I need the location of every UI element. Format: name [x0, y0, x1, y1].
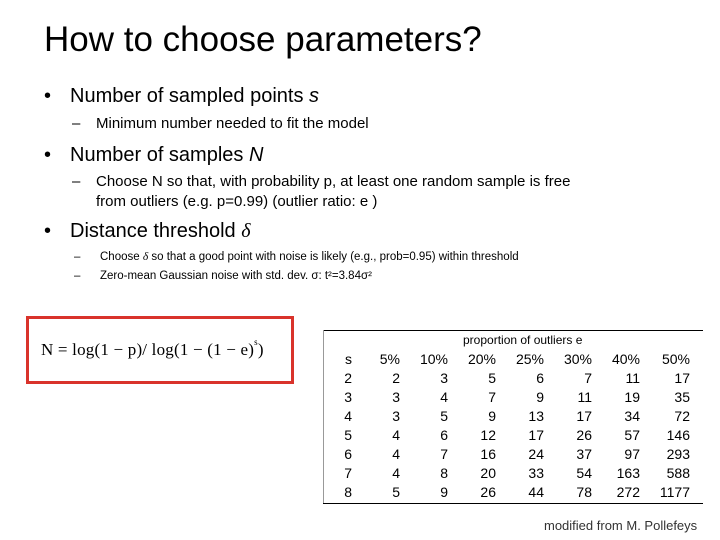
table-cell: 16 — [480, 446, 496, 462]
table-row — [327, 483, 690, 502]
sub-bullet-choose-n-line2 — [96, 192, 377, 212]
table-cell: 293 — [666, 446, 690, 462]
table-row — [327, 464, 690, 483]
table-cell: 17 — [528, 427, 544, 443]
table-cell: 9 — [488, 408, 496, 424]
table-row — [327, 407, 690, 426]
dash: – — [74, 270, 81, 282]
table-cell: 4 — [392, 465, 400, 481]
table-cell: 35 — [674, 389, 690, 405]
sub-bullet-text-b: so that a good point with noise is likely (e.g., prob=0.95) within threshold — [148, 251, 519, 263]
table-header-row — [327, 350, 690, 369]
bullet-var: s — [309, 85, 320, 107]
slide-title: How to choose parameters? — [44, 20, 482, 59]
table-header-cell: 10% — [419, 351, 448, 367]
table-cell: 33 — [528, 465, 544, 481]
table-cell: 272 — [616, 484, 640, 500]
table-side-rule — [323, 330, 324, 504]
ransac-formula — [41, 337, 264, 360]
table-cell: 3 — [392, 389, 400, 405]
bullet-var: N — [248, 144, 264, 166]
table-cell: 6 — [536, 370, 544, 386]
formula-close: ) — [257, 340, 264, 359]
bullet-distance-threshold — [44, 219, 251, 243]
bullet-number-samples — [44, 143, 263, 167]
table-cell: 44 — [528, 484, 544, 500]
bullet-text: Number of samples — [70, 144, 249, 166]
sub-bullet-choose-n — [72, 172, 571, 192]
bullet-text: Distance threshold — [70, 220, 242, 242]
bullet-dot: • — [44, 85, 52, 107]
table-cell: 11 — [625, 370, 640, 386]
table-cell: 78 — [576, 484, 592, 500]
table-cell: 24 — [528, 446, 544, 462]
sub-bullet-text: Zero-mean Gaussian noise with std. dev. σ: t²=3.84σ² — [100, 270, 372, 282]
table-cell: 2 — [344, 370, 352, 386]
table-header-cell: 30% — [563, 351, 592, 367]
dash: – — [74, 251, 81, 263]
table-cell: 146 — [666, 427, 690, 443]
delta-symbol: δ — [142, 251, 149, 263]
sub-bullet-text-a: Choose — [100, 251, 143, 263]
table-cell: 72 — [674, 408, 690, 424]
table-bottom-rule — [323, 503, 703, 504]
bullet-sampled-points — [44, 84, 319, 108]
bullet-dot: • — [44, 144, 52, 166]
table-header-cell: 20% — [467, 351, 496, 367]
table-cell: 7 — [344, 465, 352, 481]
sub-bullet-text-line1: Choose N so that, with probability p, at least one random sample is free — [96, 173, 571, 190]
formula-box — [26, 316, 294, 384]
delta-symbol: δ — [241, 220, 251, 242]
table-cell: 57 — [624, 427, 640, 443]
table-row — [327, 369, 690, 388]
table-cell: 7 — [488, 389, 496, 405]
sub-bullet-text: Minimum number needed to fit the model — [96, 115, 369, 132]
table-cell: 54 — [576, 465, 592, 481]
table-header-cell: 40% — [611, 351, 640, 367]
dash: – — [72, 173, 81, 190]
table-cell: 2 — [392, 370, 400, 386]
dash: – — [72, 115, 81, 132]
table-cell: 17 — [576, 408, 592, 424]
samples-table — [327, 350, 690, 502]
table-cell: 7 — [440, 446, 448, 462]
table-cell: 3 — [440, 370, 448, 386]
sub-bullet-text-line2: from outliers (e.g. p=0.99) (outlier ratio: e ) — [96, 193, 378, 210]
formula-lhs: N = log — [41, 340, 95, 359]
table-cell: 9 — [440, 484, 448, 500]
table-cell: 4 — [392, 427, 400, 443]
credit-text: modified from M. Pollefeys — [544, 518, 698, 533]
table-cell: 8 — [440, 465, 448, 481]
table-cell: 26 — [576, 427, 592, 443]
table-cell: 20 — [480, 465, 496, 481]
table-cell: 9 — [536, 389, 544, 405]
table-cell: 12 — [480, 427, 496, 443]
table-cell: 4 — [440, 389, 448, 405]
table-row — [327, 445, 690, 464]
sub-bullet-min-number — [72, 114, 369, 134]
table-cell: 97 — [624, 446, 640, 462]
table-cell: 4 — [344, 408, 352, 424]
table-cell: 8 — [344, 484, 352, 500]
table-header-cell: 25% — [515, 351, 544, 367]
table-cell: 4 — [392, 446, 400, 462]
formula-exponent: s — [254, 337, 258, 347]
table-top-rule — [323, 330, 703, 331]
table-header-cell: s — [345, 351, 352, 367]
bullet-dot: • — [44, 220, 52, 242]
table-cell: 5 — [392, 484, 400, 500]
sub-bullet-gaussian-noise — [74, 268, 372, 284]
table-cell: 34 — [624, 408, 640, 424]
table-header-cell: 5% — [379, 351, 400, 367]
table-cell: 37 — [576, 446, 592, 462]
table-cell: 3 — [392, 408, 400, 424]
table-cell: 5 — [344, 427, 352, 443]
table-cell: 17 — [674, 370, 690, 386]
formula-part1: (1 − p)/ log — [94, 340, 175, 359]
table-cell: 588 — [666, 465, 690, 481]
formula-part2: (1 − (1 − e) — [174, 340, 255, 359]
table-cell: 5 — [488, 370, 496, 386]
table-title: proportion of outliers e — [463, 333, 583, 347]
table-cell: 13 — [528, 408, 544, 424]
table-cell: 163 — [616, 465, 640, 481]
table-row — [327, 426, 690, 445]
table-cell: 1177 — [659, 484, 690, 500]
outlier-table — [323, 330, 703, 504]
table-cell: 11 — [577, 389, 592, 405]
sub-bullet-choose-delta — [74, 249, 519, 265]
table-cell: 6 — [344, 446, 352, 462]
table-cell: 6 — [440, 427, 448, 443]
table-cell: 5 — [440, 408, 448, 424]
bullet-text: Number of sampled points — [70, 85, 310, 107]
table-cell: 7 — [584, 370, 592, 386]
table-cell: 19 — [624, 389, 640, 405]
table-header-cell: 50% — [661, 351, 690, 367]
table-cell: 26 — [480, 484, 496, 500]
table-row — [327, 388, 690, 407]
table-cell: 3 — [344, 389, 352, 405]
